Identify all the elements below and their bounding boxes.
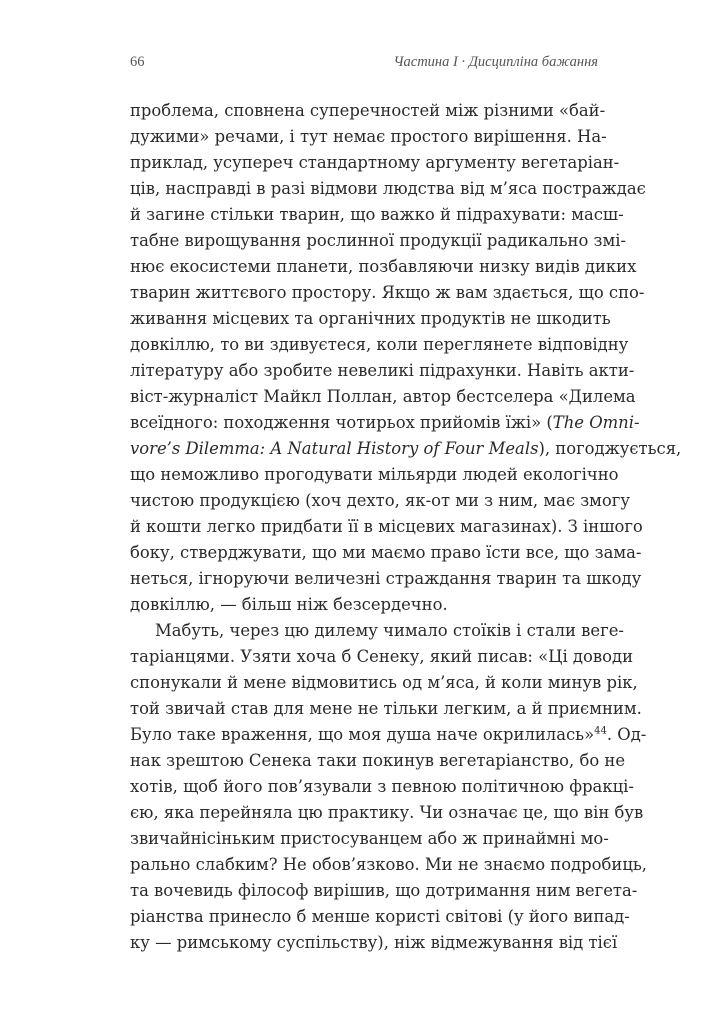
text-line (130, 722, 647, 748)
line-text: звичайнісіньким пристосуванцем або ж принаймні мо- (130, 829, 609, 848)
text-line (130, 670, 638, 696)
text-line (130, 618, 624, 644)
text-line (130, 904, 630, 930)
line-text-tail: . Од- (606, 725, 647, 744)
text-line (130, 358, 635, 384)
footnote-ref: 44 (594, 725, 607, 737)
text-line (130, 540, 642, 566)
text-line (130, 306, 611, 332)
text-line (130, 566, 642, 592)
line-text: довкіллю, — більш ніж безсердечно. (130, 595, 448, 614)
italic-title: The Omni- (552, 413, 640, 432)
text-line (130, 228, 626, 254)
line-text: дужими» речами, і тут немає простого вирішення. На- (130, 127, 607, 146)
text-line (130, 280, 645, 306)
text-line (130, 410, 640, 436)
line-text: рально слабким? Не обов’язково. Ми не знаємо подробиць, (130, 855, 648, 874)
line-text: чистою продукцією (хоч дехто, як-от ми з ним, має змогу (130, 491, 631, 510)
text-line (130, 124, 607, 150)
line-text: ку — римському суспільству), ніж відмежування від тієї (130, 933, 618, 952)
line-text: Мабуть, через цю дилему чимало стоїків і стали веге- (155, 621, 624, 640)
line-text: неться, ігноруючи величезні страждання тварин та шкоду (130, 569, 642, 588)
text-line (130, 878, 638, 904)
page-header (130, 54, 598, 76)
text-line (130, 644, 634, 670)
line-text: табне вирощування рослинної продукції радикально змі- (130, 231, 626, 250)
line-text: довкіллю, то ви здивуєтеся, коли переглянете відповідну (130, 335, 629, 354)
line-text-tail: ), погоджується, (538, 439, 682, 458)
text-line (130, 748, 626, 774)
line-text: й загине стільки тварин, що важко й підрахувати: масш- (130, 205, 624, 224)
text-line (130, 436, 682, 462)
page-number: 66 (130, 54, 145, 70)
line-text: боку, стверджувати, що ми маємо право їсти все, що зама- (130, 543, 642, 562)
text-line (130, 462, 619, 488)
text-line (130, 332, 629, 358)
line-text: єю, яка перейняла цю практику. Чи означає це, що він був (130, 803, 644, 822)
line-text: спонукали й мене відмовитись од м’яса, й коли минув рік, (130, 673, 638, 692)
text-line (130, 592, 600, 618)
line-text: ців, насправді в разі відмови людства від м’яса постраждає (130, 179, 646, 198)
text-line (130, 150, 620, 176)
line-text: приклад, усупереч стандартному аргументу вегетаріан- (130, 153, 620, 172)
text-line (130, 202, 624, 228)
body-text (130, 98, 682, 956)
line-text: нак зрештою Сенека таки покинув вегетаріанство, бо не (130, 751, 626, 770)
text-line (130, 514, 643, 540)
text-line (130, 488, 631, 514)
line-text: тварин життєвого простору. Якщо ж вам здається, що спо- (130, 283, 645, 302)
text-line (130, 98, 606, 124)
line-text: хотів, щоб його пов’язували з певною політичною фракці- (130, 777, 634, 796)
text-line (130, 852, 648, 878)
line-text: нює екосистеми планети, позбавляючи низку видів диких (130, 257, 637, 276)
line-text: літературу або зробите невеликі підрахунки. Навіть акти- (130, 361, 635, 380)
line-text: й кошти легко придбати її в місцевих магазинах). З іншого (130, 517, 643, 536)
text-line (130, 930, 618, 956)
line-text: таріанцями. Узяти хоча б Сенеку, який писав: «Ці доводи (130, 647, 634, 666)
line-text: той звичай став для мене не тільки легким, а й приємним. (130, 699, 642, 718)
text-line (130, 696, 642, 722)
text-line (130, 254, 637, 280)
text-line (130, 826, 609, 852)
line-text: проблема, сповнена суперечностей між різними «бай- (130, 101, 606, 120)
line-text: всеїдного: походження чотирьох прийомів їжі» ( (130, 413, 553, 432)
italic-title: vore’s Dilemma: A Natural History of Four Meals (130, 439, 539, 458)
text-line (130, 800, 644, 826)
line-text: що неможливо прогодувати мільярди людей екологічно (130, 465, 619, 484)
line-text: живання місцевих та органічних продуктів не шкодить (130, 309, 611, 328)
text-line (130, 774, 634, 800)
line-text: Було таке враження, що моя душа наче окрилилась» (130, 725, 595, 744)
text-line (130, 176, 646, 202)
running-head: Частина І · Дисципліна бажання (393, 54, 598, 70)
line-text: ріанства принесло б менше користі світові (у його випад- (130, 907, 630, 926)
text-line (130, 384, 636, 410)
line-text: та вочевидь філософ вирішив, що дотримання ним вегета- (130, 881, 638, 900)
line-text: віст-журналіст Майкл Поллан, автор бестселера «Дилема (130, 387, 636, 406)
